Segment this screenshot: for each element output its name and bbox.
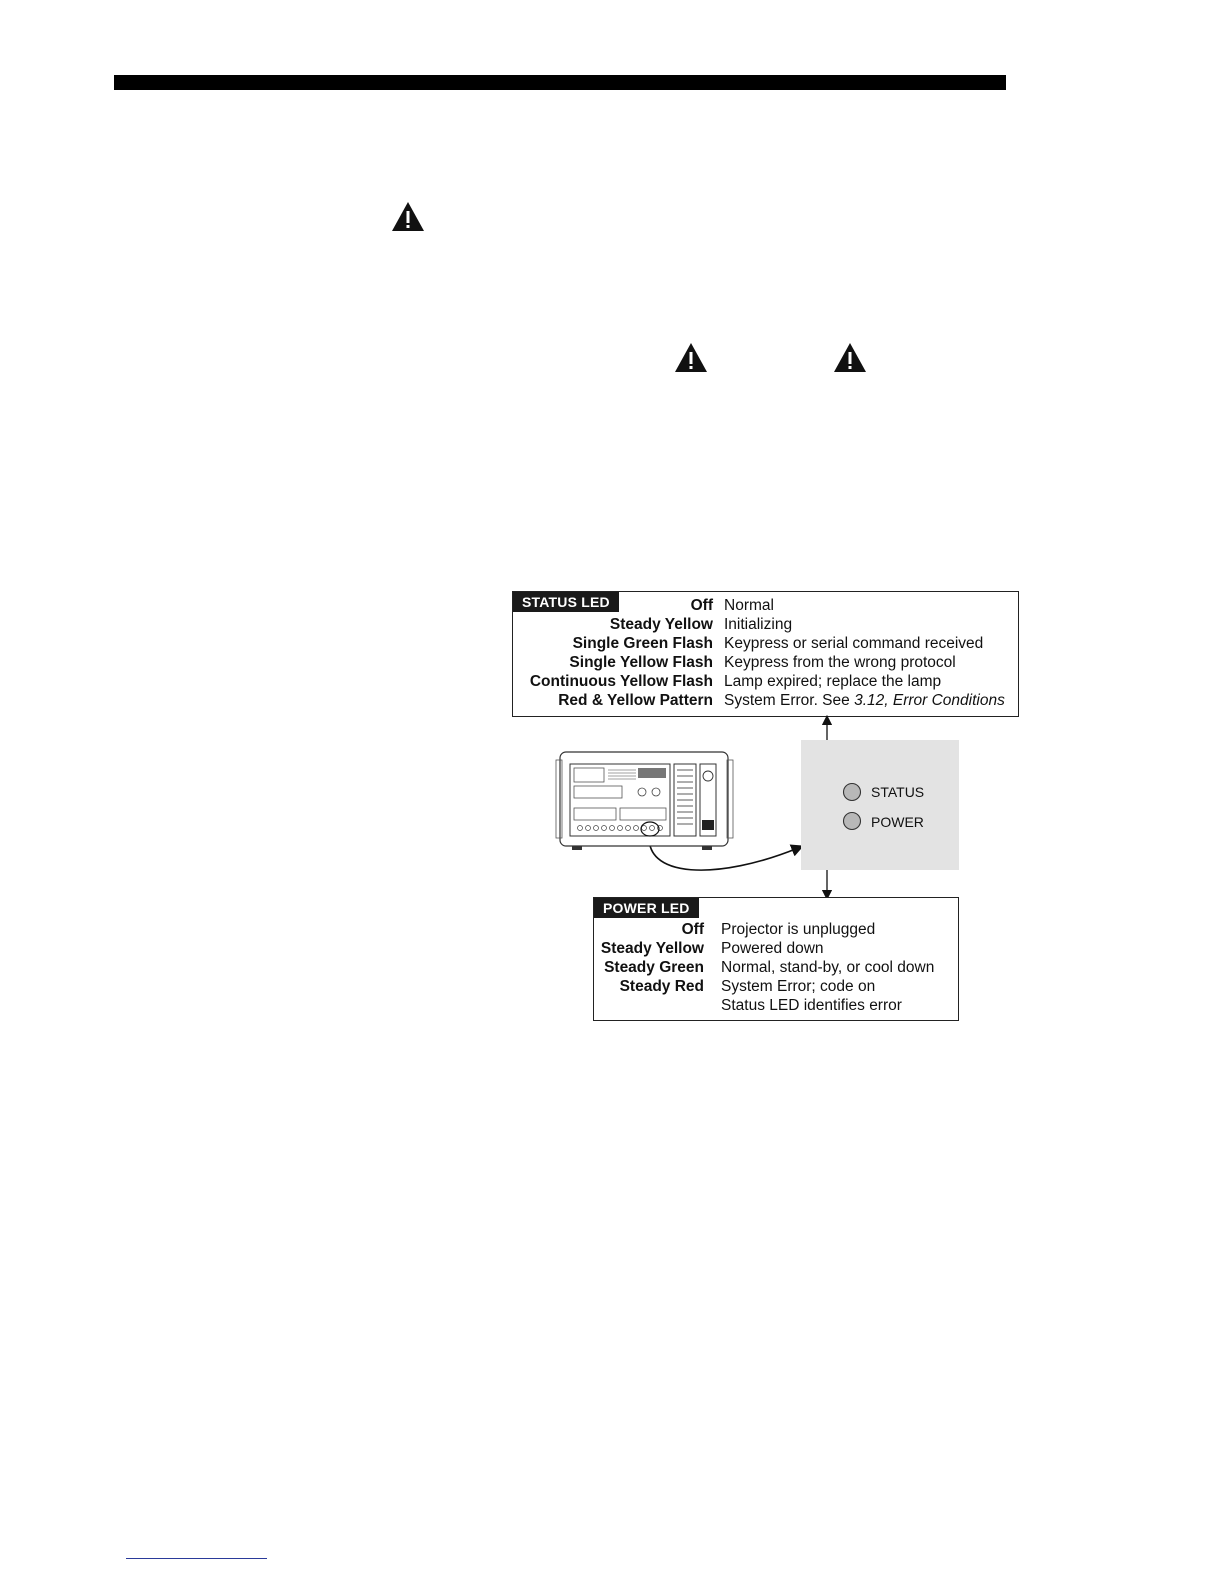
led-state: Steady Yellow xyxy=(609,616,713,633)
led-state: Single Green Flash xyxy=(572,635,713,652)
power-led-row xyxy=(594,939,958,958)
led-state: Off xyxy=(690,597,713,614)
led-state: Steady Green xyxy=(604,959,704,976)
led-meaning: Normal xyxy=(724,597,774,614)
footer-link-underline[interactable] xyxy=(126,1558,267,1559)
power-led-indicator xyxy=(841,810,863,832)
led-state: Red & Yellow Pattern xyxy=(558,692,713,709)
led-state: Steady Red xyxy=(619,978,704,995)
led-state: Continuous Yellow Flash xyxy=(529,673,713,690)
power-led-label: POWER xyxy=(871,814,924,830)
power-led-row xyxy=(594,977,958,996)
led-state: Off xyxy=(681,921,704,938)
status-led-title: STATUS LED xyxy=(513,592,619,612)
led-meaning: Powered down xyxy=(721,940,824,957)
led-indicator-panel xyxy=(801,740,959,870)
power-led-title: POWER LED xyxy=(594,898,699,918)
led-state: Single Yellow Flash xyxy=(569,654,713,671)
status-led-lamp xyxy=(844,784,861,801)
led-meaning: Keypress or serial command received xyxy=(724,635,984,652)
power-led-table xyxy=(593,897,959,1021)
led-meaning: Projector is unplugged xyxy=(721,921,876,938)
power-led-row xyxy=(594,958,958,977)
status-led-label: STATUS xyxy=(871,784,925,800)
led-meaning: Normal, stand-by, or cool down xyxy=(721,959,935,976)
led-state: Steady Yellow xyxy=(600,940,704,957)
power-led-row xyxy=(594,920,958,939)
led-meaning: Status LED identifies error xyxy=(721,997,902,1014)
led-meaning-text: System Error. See xyxy=(724,692,855,709)
led-meaning: Lamp expired; replace the lamp xyxy=(724,673,942,690)
power-led-row xyxy=(594,996,958,1015)
power-led-lamp xyxy=(844,813,861,830)
projector-front-panel-icon xyxy=(552,750,737,852)
led-meaning: Keypress from the wrong protocol xyxy=(724,654,956,671)
led-meaning: System Error; code on xyxy=(721,978,876,995)
status-led-indicator xyxy=(841,781,863,803)
section-reference: 3.12, Error Conditions xyxy=(854,692,1005,709)
led-meaning: Initializing xyxy=(724,616,793,633)
